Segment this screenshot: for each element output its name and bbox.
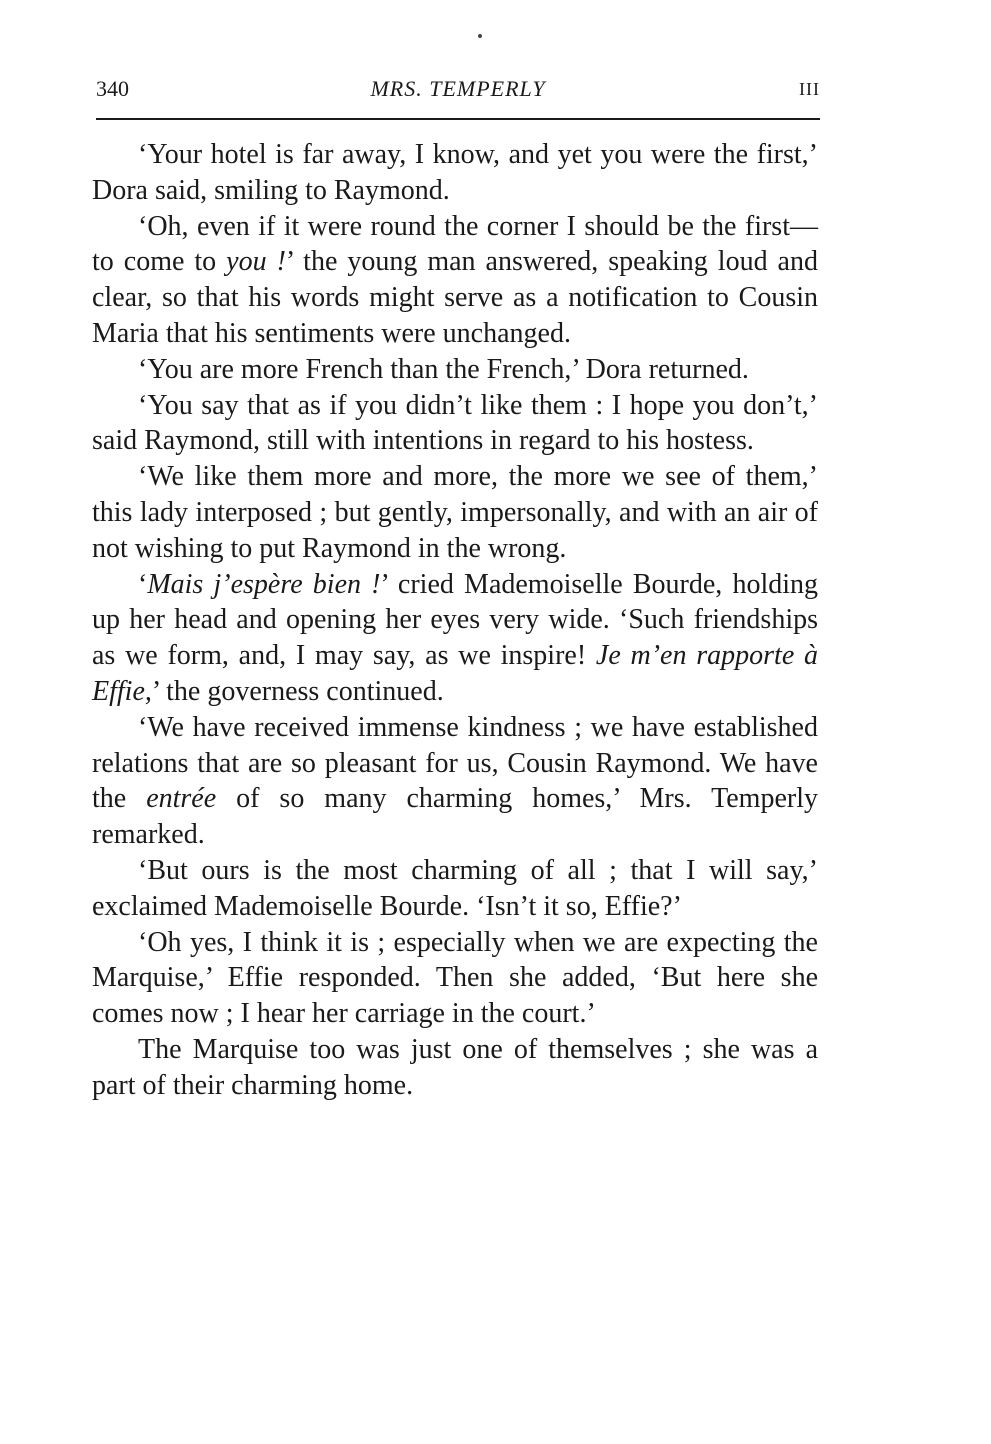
- paragraph-text: ‘: [138, 568, 148, 600]
- italic-text: entrée: [146, 783, 217, 815]
- paragraph: ‘You are more French than the French,’ Dora returned.: [138, 353, 749, 385]
- italic-text: Je m’en rapporte à Effie,: [92, 640, 818, 707]
- paragraph-text: ’ cried Mademoiselle Bourde, holding up her head and opening her eyes very wide. ‘Such friendships as we form, and, I may say, as we inspire!: [92, 568, 819, 672]
- running-title: MRS. TEMPERLY: [370, 76, 546, 101]
- running-header: [96, 74, 820, 104]
- page-number: 340: [96, 76, 129, 101]
- italic-text: you !: [226, 246, 286, 278]
- italic-text: Mais j’espère bien !: [147, 568, 381, 600]
- paragraph: [92, 567, 818, 710]
- paragraph: [92, 710, 818, 853]
- paragraph: [92, 209, 818, 352]
- paragraph-text: ‘We have received immense kindness ; we have established relations that are so pleasant for us, Cousin Raymond. We have the: [92, 711, 818, 815]
- paragraph-text: ‘Oh, even if it were round the corner I should be the first—to come to: [92, 210, 818, 278]
- paragraph: ‘You say that as if you didn’t like them : I hope you don’t,’ said Raymond, still with intentions in regard to his hostess.: [92, 389, 818, 457]
- paragraph: ‘Your hotel is far away, I know, and yet you were the first,’ Dora said, smiling to Raymond.: [92, 139, 818, 206]
- paragraph: The Marquise too was just one of themselves ; she was a part of their charming home.: [92, 1033, 818, 1101]
- body-text: [92, 137, 818, 1104]
- paragraph-text: ’ the young man answered, speaking loud and clear, so that his words might serve as a notification to Cousin Maria that his sentiments were unchanged.: [92, 246, 818, 349]
- paragraph: ‘But ours is the most charming of all ; that I will say,’ exclaimed Mademoiselle Bourde. ‘Isn’t it so, Effie?’: [92, 854, 818, 922]
- paragraph-text: of so many charming homes,’ Mrs. Temperly remarked.: [92, 783, 818, 851]
- print-speck: [478, 34, 482, 38]
- header-rule: [96, 118, 820, 120]
- paragraph-text: ’ the governess continued.: [151, 675, 444, 707]
- chapter-number: III: [799, 79, 820, 99]
- paragraph: ‘Oh yes, I think it is ; especially when we are expecting the Marquise,’ Effie responded. Then she added, ‘But here she comes now ; I hear her carriage in the court.’: [92, 926, 818, 1030]
- paragraph: ‘We like them more and more, the more we see of them,’ this lady interposed ; but gently, impersonally, and with an air of not wishing to put Raymond in the wrong.: [92, 461, 818, 564]
